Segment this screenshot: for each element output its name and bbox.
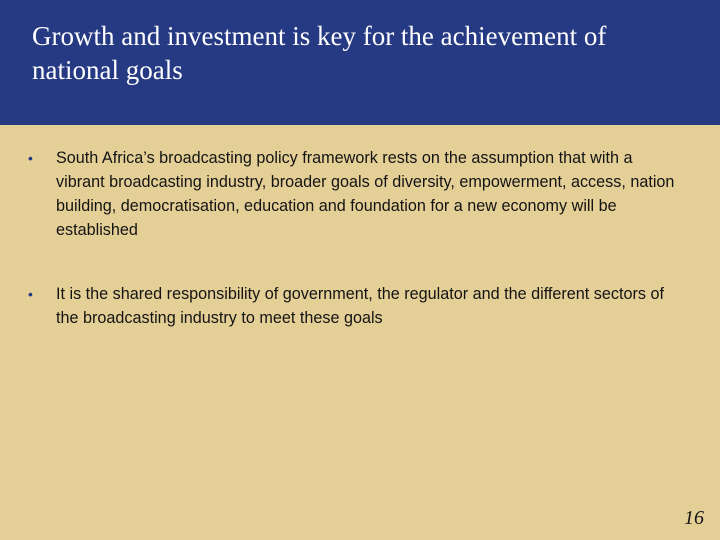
bullet-item xyxy=(28,282,678,330)
bullet-text: It is the shared responsibility of government, the regulator and the different sectors of the broadcasting industry to meet these goals xyxy=(56,285,664,327)
bullet-icon: • xyxy=(28,150,33,166)
bullet-item xyxy=(28,146,678,242)
slide-title: Growth and investment is key for the achievement of national goals xyxy=(32,21,607,85)
bullet-list xyxy=(28,146,678,330)
title-bar xyxy=(0,0,720,125)
bullet-icon: • xyxy=(28,286,33,302)
bullet-text: South Africa’s broadcasting policy framework rests on the assumption that with a vibrant broadcasting industry, broader goals of diversity, empowerment, access, nation building, democratisation, education and foundation for a new economy will be established xyxy=(56,149,675,239)
page-number: 16 xyxy=(684,507,704,529)
